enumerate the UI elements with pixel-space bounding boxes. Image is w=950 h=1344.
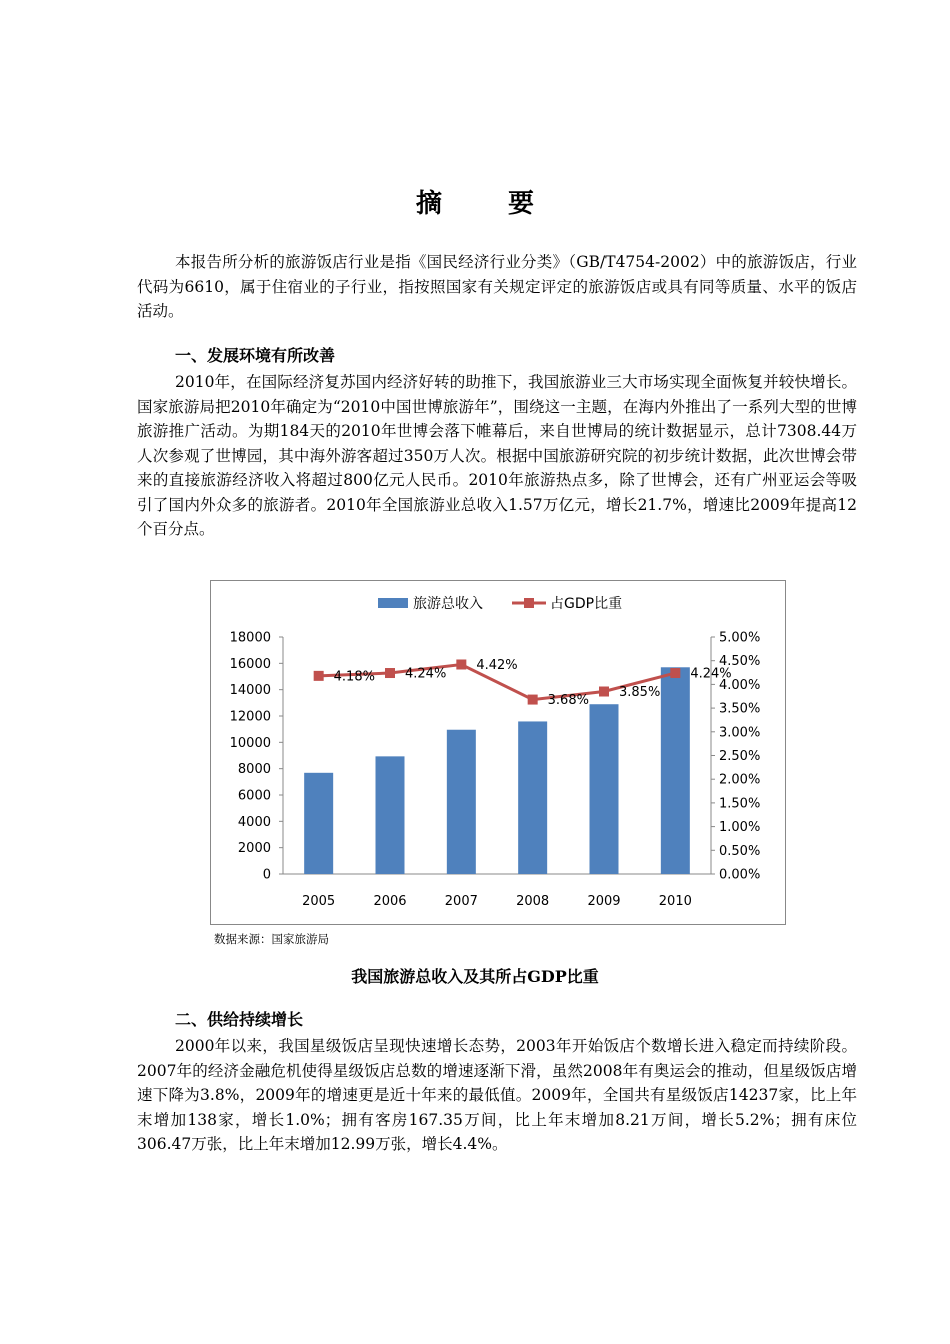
right-tick-label: 3.00% [719,725,761,741]
x-tick-label: 2010 [658,894,692,909]
left-tick-label: 2000 [237,841,271,857]
left-tick-label: 14000 [229,683,271,699]
right-tick-label: 1.50% [719,796,761,812]
bar [447,730,476,874]
chart [210,580,786,925]
right-tick-label: 3.50% [719,701,761,717]
section1-heading: 一、发展环境有所改善 [175,346,336,365]
left-tick-label: 12000 [229,709,271,725]
line-point [314,671,324,681]
line-point [528,695,538,705]
bar [376,756,405,874]
data-label: 3.85% [619,685,661,701]
left-tick-label: 4000 [237,814,271,830]
line-point [456,659,466,669]
left-tick-label: 18000 [229,630,271,646]
x-tick-label: 2005 [302,894,336,909]
chart-source: 数据来源：国家旅游局 [214,932,329,946]
intro-paragraph: 本报告所分析的旅游饭店行业是指《国民经济行业分类》（GB/T4754-2002）中的旅游饭店，行业代码为6610，属于住宿业的子行业，指按照国家有关规定评定的旅游饭店或具有同等质量、水平的饭店活动。 [137,253,857,320]
legend-line-label: 占GDP比重 [550,596,623,612]
legend-bar-swatch [378,598,408,608]
right-tick-label: 0.50% [719,843,761,859]
right-tick-label: 2.50% [719,749,761,764]
left-tick-label: 0 [262,867,271,883]
bar [661,667,690,874]
section1-paragraph: 2010年，在国际经济复苏国内经济好转的助推下，我国旅游业三大市场实现全面恢复并较快增长。国家旅游局把2010年确定为“2010中国世博旅游年”，围绕这一主题，在海内外推出了一系列大型的世博旅游推广活动。为期184天的2010年世博会落下帷幕后，来自世博局的统计数据显示，总计7308.44万人次参观了世博园，其中海外游客超过350万人次。根据中国旅游研究院的初步统计数据，此次世博会带来的直接旅游经济收入将超过800亿元人民币。2010年旅游热点多，除了世博会，还有广州亚运会等吸引了国内外众多的旅游者。2010年全国旅游业总收入1.57万亿元，增长21.7%，增速比2009年提高12个百分点。 [137,373,857,538]
section2-heading: 二、供给持续增长 [175,1010,304,1029]
chart-caption: 我国旅游总收入及其所占GDP比重 [351,967,599,986]
right-tick-label: 0.00% [719,867,761,883]
line-point [670,668,680,678]
legend-line-marker [524,598,534,608]
left-tick-label: 10000 [229,735,271,751]
x-tick-label: 2009 [587,894,621,909]
right-tick-label: 1.00% [719,820,761,836]
section2-paragraph: 2000年以来，我国星级饭店呈现快速增长态势，2003年开始饭店个数增长进入稳定而持续阶段。2007年的经济金融危机使得星级饭店总数的增速逐渐下滑，虽然2008年有奥运会的推动，但星级饭店增速下降为3.8%，2009年的增速更是近十年来的最低值。2009年，全国共有星级饭店14237家，比上年末增加138家，增长1.0%；拥有客房167.35万间，比上年末增加8.21万间，增长5.2%；拥有床位306.47万张，比上年末增加12.99万张，增长4.4%。 [137,1037,857,1153]
page-title: 摘 要 [415,189,554,219]
data-label: 4.42% [476,657,518,673]
bar [590,704,619,874]
data-label: 4.24% [690,666,732,682]
right-tick-label: 4.50% [719,654,761,670]
x-tick-label: 2008 [516,894,550,909]
x-tick-label: 2006 [373,894,407,909]
right-tick-label: 4.00% [719,677,761,693]
bar [304,773,333,874]
legend-bar-label: 旅游总收入 [413,596,483,612]
data-label: 4.24% [405,666,447,682]
line-point [599,687,609,697]
right-tick-label: 5.00% [719,630,761,646]
left-tick-label: 8000 [237,762,271,778]
data-label: 4.18% [333,669,375,685]
line-point [385,668,395,678]
chart-svg [211,581,787,926]
left-tick-label: 16000 [229,656,271,672]
data-label: 3.68% [547,693,589,709]
bar [518,721,547,874]
left-tick-label: 6000 [237,788,271,804]
right-tick-label: 2.00% [719,772,761,788]
x-tick-label: 2007 [444,894,478,909]
